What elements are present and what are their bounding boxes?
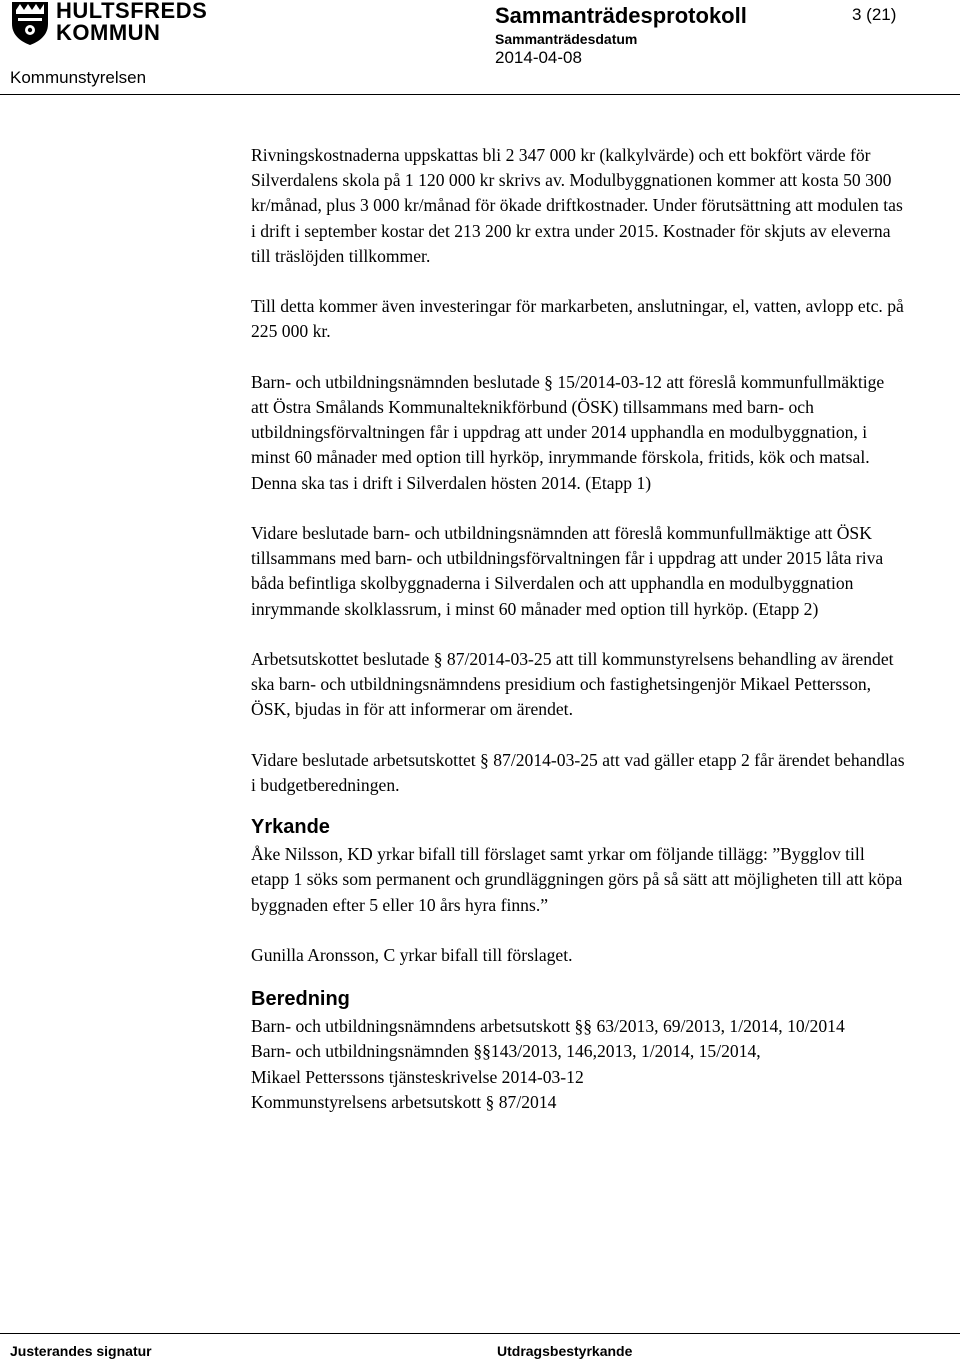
beredning-line: Barn- och utbildningsnämnden §§143/2013, 146,2013, 1/2014, 15/2014, — [251, 1041, 761, 1062]
beredning-line: Mikael Petterssons tjänsteskrivelse 2014-03-12 — [251, 1066, 584, 1087]
department-name: Kommunstyrelsen — [10, 68, 147, 87]
footer-divider — [0, 1333, 960, 1334]
logo-name-line1: HULTSFREDS — [56, 0, 208, 23]
paragraph-etapp2: Vidare beslutade barn- och utbildningsnämnden att föreslå kommunfullmäktige att ÖSK tillsammans med barn- och utbildningsförvaltningen får i uppdrag att under 2015 låta riva båda befintliga skolbyggnaderna i Silverdalen och att upphandla en modulbyggnation inrymmande skolklassrum, i minst 60 månader med option till hyrköp. (Etapp 2) — [251, 523, 884, 619]
beredning-line: Barn- och utbildningsnämndens arbetsutskott §§ 63/2013, 69/2013, 1/2014, 10/2014 — [251, 1016, 845, 1037]
municipality-logo — [10, 0, 208, 48]
document-body — [251, 143, 906, 1115]
signature-label: Justerandes signatur — [10, 1343, 152, 1359]
paragraph-investments: Till detta kommer även investeringar för markarbeten, anslutningar, el, vatten, avlopp etc. på 225 000 kr. — [251, 296, 904, 342]
section-heading-yrkande: Yrkande — [251, 816, 330, 839]
page-number: 3 (21) — [852, 5, 897, 24]
beredning-line: Kommunstyrelsens arbetsutskott § 87/2014 — [251, 1091, 557, 1112]
logo-name-line2: KOMMUN — [56, 20, 161, 45]
yrkande-support: Gunilla Aronsson, C yrkar bifall till förslaget. — [251, 945, 573, 965]
paragraph-etapp1: Barn- och utbildningsnämnden beslutade § 15/2014-03-12 att föreslå kommunfullmäktige att Östra Smålands Kommunalteknikförbund (ÖSK) tillsammans med barn- och utbildningsförvaltningen får i uppdrag att under 2014 upphandla en modulbyggnation, i minst 60 månader med option till hyrköp, inrymmande förskola, fritids, kök och matsal. Denna ska tas i drift i Silverdalen hösten 2014. (Etapp 1) — [251, 371, 885, 493]
yrkande-proposal: Åke Nilsson, KD yrkar bifall till förslaget samt yrkar om följande tillägg: ”Bygglov till etapp 1 söks som permanent och grundläggningen görs på så sätt att möjligheten till att köpa byggnaden efter 5 eller 10 års hyra finns.” — [251, 844, 903, 915]
paragraph-arbetsutskottet: Arbetsutskottet beslutade § 87/2014-03-25 att till kommunstyrelsens behandling av ärendet ska barn- och utbildningsnämndens presidium och fastighetsingenjör Mikael Pettersson, ÖSK, bjudas in för att informerar om ärendet. — [251, 649, 894, 720]
certification-label: Utdragsbestyrkande — [497, 1343, 633, 1359]
paragraph-budget: Vidare beslutade arbetsutskottet § 87/2014-03-25 att vad gäller etapp 2 får ärendet behandlas i budgetberedningen. — [251, 749, 905, 795]
meeting-date-label: Sammanträdesdatum — [495, 31, 638, 47]
document-title: Sammanträdesprotokoll — [495, 3, 747, 28]
meeting-date: 2014-04-08 — [495, 48, 582, 67]
paragraph-costs: Rivningskostnaderna uppskattas bli 2 347 000 kr (kalkylvärde) och ett bokfört värde för Silverdalens skola på 1 120 000 kr skrivs av. Modulbyggnationen kommer att kosta 50 300 kr/månad, plus 3 000 kr/månad för ökade driftkostnader. Under förutsättning att modulen tas i drift i september kostar det 213 200 kr extra under 2015. Kostnader för skjuts av eleverna till träslöjden tillkommer. — [251, 145, 903, 266]
coat-of-arms-icon — [10, 0, 50, 46]
section-heading-beredning: Beredning — [251, 988, 350, 1011]
header-divider — [0, 94, 960, 95]
